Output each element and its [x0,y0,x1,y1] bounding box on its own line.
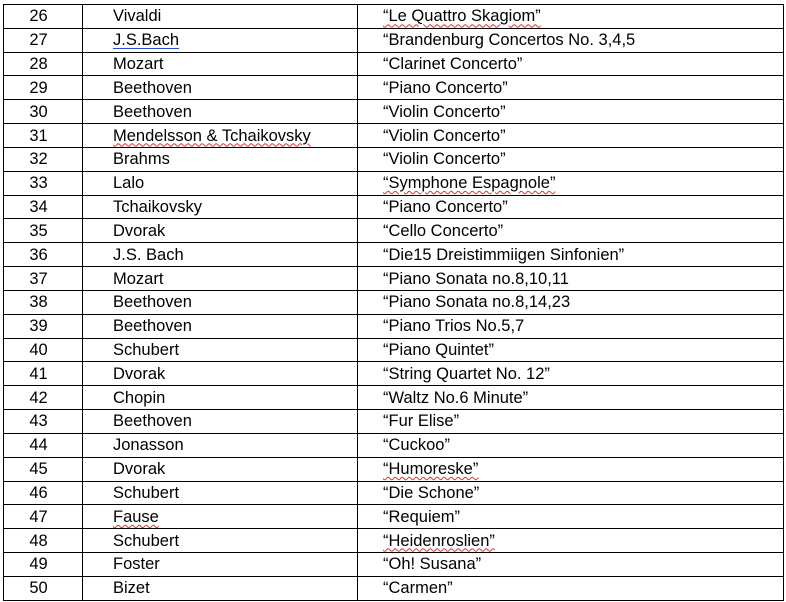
composer-name: Beethoven [113,317,192,336]
work-title: “Violin Concerto” [383,126,506,145]
composer-cell [83,386,358,410]
row-number: 45 [4,457,83,481]
title-cell [358,100,784,124]
composer-cell [83,338,358,362]
title-cell [358,267,784,291]
title-cell [358,76,784,100]
table-row [4,576,784,600]
table-row [4,314,784,338]
row-number: 36 [4,243,83,267]
work-title: “Piano Sonata no.8,10,11 [383,269,569,288]
work-title: “Piano Concerto” [383,78,508,97]
work-title: “Symphone Espagnole” [383,174,556,193]
table-row [4,529,784,553]
composer-name: Schubert [113,341,180,359]
work-title: “Piano Sonata no.8,14,23 [383,293,571,312]
row-number: 27 [4,28,83,52]
table-row [4,5,784,29]
composer-cell [83,219,358,243]
composer-cell [83,505,358,529]
table-row [4,76,784,100]
composer-cell [83,76,358,100]
row-number: 35 [4,219,83,243]
row-number: 49 [4,553,83,577]
table-row [4,481,784,505]
title-cell [358,338,784,362]
row-number: 34 [4,195,83,219]
composer-cell [83,433,358,457]
table-row [4,219,784,243]
work-title: “Die15 Dreistimmiigen Sinfonien” [383,245,625,264]
work-title: “Piano Quintet” [383,341,494,359]
title-cell [358,529,784,553]
work-title: “Die Schone” [383,483,480,502]
table-row [4,195,784,219]
work-title: “Heidenroslien” [383,531,495,550]
title-cell [358,5,784,29]
composer-name: Dvorak [113,221,166,240]
composer-cell [83,267,358,291]
table-row [4,505,784,529]
composer-name: Beethoven [113,78,192,97]
row-number: 43 [4,410,83,434]
table-row [4,267,784,291]
composer-name: Schubert [113,531,180,550]
composer-name: Foster [113,555,160,574]
work-title: “Le Quattro Skagiom” [383,7,541,26]
title-cell [358,553,784,577]
work-title: “Cuckoo” [383,436,450,455]
composer-name: Dvorak [113,364,166,383]
table-row [4,290,784,314]
composer-name: Dvorak [113,460,166,479]
table-row [4,410,784,434]
title-cell [358,195,784,219]
row-number: 33 [4,171,83,195]
work-title: “Humoreske” [383,460,479,479]
composer-name: Mozart [113,269,164,288]
composer-cell [83,481,358,505]
table-row [4,386,784,410]
row-number: 44 [4,433,83,457]
table-row [4,362,784,386]
composer-name: Bizet [113,579,150,598]
title-cell [358,433,784,457]
composer-cell [83,147,358,171]
composer-cell [83,5,358,29]
table-row [4,147,784,171]
table-row [4,52,784,76]
title-cell [358,505,784,529]
row-number: 47 [4,505,83,529]
title-cell [358,243,784,267]
composer-cell [83,243,358,267]
composer-cell [83,195,358,219]
music-table [3,4,784,601]
table-row [4,171,784,195]
title-cell [358,28,784,52]
row-number: 41 [4,362,83,386]
title-cell [358,52,784,76]
composer-cell [83,529,358,553]
composer-name: Vivaldi [113,7,162,26]
composer-name: J.S.Bach [113,31,180,50]
title-cell [358,171,784,195]
title-cell [358,481,784,505]
work-title: “String Quartet No. 12” [383,364,550,383]
composer-cell [83,553,358,577]
composer-name: Jonasson [113,436,184,455]
title-cell [358,124,784,148]
work-title: “Violin Concerto” [383,102,506,121]
table-row [4,100,784,124]
composer-cell [83,28,358,52]
composer-name: Chopin [113,388,166,407]
row-number: 48 [4,529,83,553]
composer-cell [83,100,358,124]
row-number: 50 [4,576,83,600]
title-cell [358,147,784,171]
composer-name: Fause [113,507,159,526]
composer-cell [83,576,358,600]
row-number: 31 [4,124,83,148]
composer-name: Mendelsson & Tchaikovsky [113,126,311,145]
composer-name: Beethoven [113,102,192,121]
composer-cell [83,171,358,195]
title-cell [358,290,784,314]
table-row [4,124,784,148]
music-table-body [4,5,784,601]
row-number: 28 [4,52,83,76]
row-number: 42 [4,386,83,410]
composer-cell [83,314,358,338]
work-title: “Violin Concerto” [383,150,506,169]
table-row [4,243,784,267]
composer-cell [83,410,358,434]
work-title: “Piano Trios No.5,7 [383,317,525,336]
work-title: “Clarinet Concerto” [383,55,523,74]
row-number: 37 [4,267,83,291]
table-row [4,28,784,52]
work-title: “Oh! Susana” [383,555,482,574]
table-row [4,433,784,457]
work-title: “Waltz No.6 Minute” [383,388,529,407]
title-cell [358,386,784,410]
composer-cell [83,124,358,148]
row-number: 46 [4,481,83,505]
composer-name: Brahms [113,150,170,169]
composer-name: Lalo [113,174,145,193]
row-number: 40 [4,338,83,362]
composer-name: Mozart [113,55,164,74]
composer-name: Beethoven [113,412,192,431]
composer-name: Tchaikovsky [113,198,202,217]
table-row [4,338,784,362]
composer-name: Beethoven [113,293,192,312]
title-cell [358,576,784,600]
composer-cell [83,290,358,314]
composer-name: J.S. Bach [113,245,184,264]
table-row [4,457,784,481]
title-cell [358,410,784,434]
work-title: “Carmen” [383,579,453,598]
work-title: “Fur Elise” [383,412,460,431]
work-title: “Brandenburg Concertos No. 3,4,5 [383,31,636,50]
table-row [4,553,784,577]
composer-cell [83,52,358,76]
title-cell [358,362,784,386]
work-title: “Piano Concerto” [383,198,508,217]
row-number: 38 [4,290,83,314]
composer-cell [83,362,358,386]
title-cell [358,314,784,338]
row-number: 29 [4,76,83,100]
row-number: 39 [4,314,83,338]
title-cell [358,219,784,243]
work-title: “Requiem” [383,507,461,526]
composer-name: Schubert [113,483,180,502]
row-number: 32 [4,147,83,171]
row-number: 30 [4,100,83,124]
row-number: 26 [4,5,83,29]
work-title: “Cello Concerto” [383,221,504,240]
title-cell [358,457,784,481]
composer-cell [83,457,358,481]
